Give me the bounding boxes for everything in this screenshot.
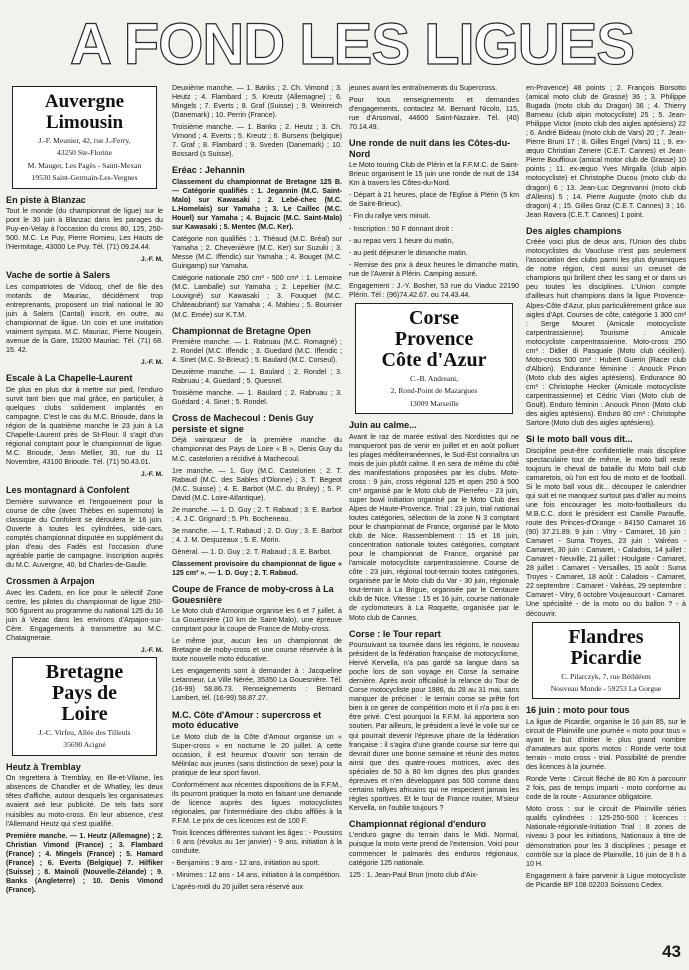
article-body: en-Provence) 48 points ; 2. François Borsotto (amical moto club de Grasse) 36 ; 3. Philippe Bugada (moto club du Dragon) 36 ; 4. Thierry Barneau (club alpin motocycliste) 25 ; 5. Jean-Philippe Victor (moto club des aigles aptésiens) 22 ; 6. André Bideau (moto club de Vars) 20 ; 7. Jean-Pierre Bruni 17 ; 8. Gilles Engel (Vars) 11 ; 9. ex-æquo Christian Zenere (C.E.T. Cannes) et Jean-Pierre Bouffioux (amical motor club de Grasse) 10 points ; 11. ex-æquo Yves Mirgalla (club alpin motocycliste) et Christophe Ducou (moto club du dragon) 6 ; 13. Jean-Luc Degrovanni (moto club d'Alleins) 5 ; 14. Pierre Auguste (moto club du dragon) 4 ; 15. Gilles Graz (C.E.T. Cannes) 3 ; 16. Jean Ravera (C.E.T. Cannes) 1 point. bbox=[526, 84, 686, 219]
article-body: jeunes avant les entraînements du Supercross. bbox=[349, 84, 498, 92]
article-title: En piste à Blanzac bbox=[6, 194, 86, 205]
league-address: J.-F. Meunier, 42, rue J.-Ferry, bbox=[38, 136, 131, 145]
article-signature: J.-F. M. bbox=[141, 256, 163, 264]
article-body: Déjà vainqueur de la première manche du championnat des Pays de Loire « B », Denis Guy du M.C. castelorien a récidivé à Machecoul. bbox=[172, 436, 342, 463]
article-title: Une ronde de nuit dans les Côtes-du-Nord bbox=[349, 138, 511, 159]
league-title: Pays de bbox=[52, 682, 117, 704]
article-body: Créée voici plus de deux ans, l'Union des clubs motocyclistes du Vaucluse n'est pas seulement l'association des clubs parmi les plus dynamiques de notre région, c'est aussi un creuset de champions qui brillent chez les sang et or dans un peu toutes les disciplines. L'Union compte d'ailleurs huit champions dans la ligue Provence-Alpes-Côte d'Azur, plus particulièrement grâce aux aigles d'Apt. Courses de côte, catégorie 1 300 cm³ : Serge Mouret (Amicale motocycliste carpentrassienne). Tourisme : Amicale motocycliste carpentrassienne. Moto-cross 250 cm³ : Didier di Pasquale (Moto club cécilien). Moto-cross 500 cm³ : Hubert Guerin (Racer club d'Albion). Endurance féminine : Anouck Pinon (Moto club des aigles aptésiens). Endurance 80 cm³ : Christophe Hecker (Amicale motocycliste carpentrassienne) et Cédric Vian (Moto club de Goult). Enduro féminin : Anouck Pinon (Moto club des aigles aptésiens). Enduro 80 cm³ : Christophe Sartore (Moto club des aigles aptésiens). bbox=[526, 238, 686, 428]
article-body: Le Moto touring Club de Plérin et la F.F.M.C. de Saint-Brieuc organisent le 15 juin une ronde de nuit de 134 Km à travers les Côtes-du-Nord. bbox=[349, 161, 519, 188]
article-result: Première manche. — 1. Heutz (Allemagne) ; 2. Christian Vimond (France) ; 3. Flambard (France) ; 4. Mingels (France) ; 5. Hamard (France) ; 6. Everts (Belgique) 7. Hilfiker (Suisse) ; 8. Mainoli (Nouvelle-Zélande) ; 9. Banks (Angleterre) ; 10. Denis Vimond (France). bbox=[6, 831, 163, 894]
article-body: Catégorie nationale 250 cm³ - 500 cm³ : 1. Lemoine (M.C. Lamballe) sur Yamaha ; 2. Lepeltier (M.C. Louvigné) sur Kawasaki ; 3. Fouquet (M.C. Châteaubriant) sur Yamaha ; 4. Mahieu ; 5. Bournier (M.C. Emée) sur K.T.M. bbox=[172, 274, 342, 319]
article-body: Discipline peut-être confidentielle mais discipline spectaculaire tout de même, le moto ball reste toujours le cheval de bataille du Moto ball club camaretois, où l'on est fou de moto et de football. Si le moto ball vous dit... découpez le calendrier qui suit et ne manquez surtout pas d'aller au moins une fois encourager les moto-footballeurs du M.B.C.C. dont le président est Camille Parouffe, route des Princes-d'Orange - 84150 Camaret 16 (90) 37.21.89. 9 juin : Vitry - Camaret, 16 juin : Camaret - Suma Troyes, 23 juin : Valréas - Camaret, 30 juin : Camaret, - Caladois, 14 juillet : Camaret - Neuville, 21 juillet : Houlgate - Camaret, 28 juillet : Camaret - Versailles, 15 août : Suma Troyes - Camaret, 18 août : Caladois - Camaret, 22 septembre : Camaret - Valréas, 29 septembre : Camaret - Vitry, 6 octobre Voujeaucourt - Camaret. Une spécialité - de la moto ou du ballon ? - à découvrir. bbox=[526, 446, 686, 618]
league-box-bretagne bbox=[12, 657, 157, 756]
article-body: Moto cross : sur le circuit de Plainville séries qualifs cylindrées : 125-250-500 : licences : Nationale-régionale-Initiation Trial : 8 zones de niveau 3 pour les initiations, Nationaux à titre de démonstration pour les 3 disciplines ; pesage et contrôle sur la place de Plainville, 16 juin de 8 h à 10 H. bbox=[526, 805, 686, 868]
league-title: Loire bbox=[61, 703, 108, 725]
league-address: M. Mauget, Les Pagès - Saint-Mexan bbox=[27, 160, 142, 170]
article-body: Catégorie non qualifiés : 1. Théaud (M.C. Bréal) sur Yamaha ; 2. Chevenièvre (M.C. Ker) sur Suzuki ; 3. Messe (M.C. Iffendic) sur Yamaha ; 4. Bouget (M.C. Guingamp) sur Yamaha. bbox=[172, 235, 342, 271]
article-body: - au repas vers 1 heure du matin, bbox=[349, 236, 454, 245]
article-body: De plus en plus dur à mettre sur pied, l'enduro survit tant bien que mal grâce, en particulier, à quelques clubs solidement implantés en campagne. C'est le cas du M.C. Brioude, dans la région de la quatrième manche le 23 juin à La Chapelle-Laurent près de St-Flour. Il s'agit d'un régional comptant pour le championnat de ligue. M.C. Brioude, Jean Mellier, 30, rue du 11 Novembre, 43100 Brioude. Tél. (71) 50.43.01. bbox=[6, 385, 163, 467]
article-title: Vache de sortie à Salers bbox=[6, 270, 111, 281]
league-title: Côte d'Azur bbox=[381, 348, 487, 371]
article-title: Crossmen à Arpajon bbox=[6, 576, 95, 587]
article-body: Le même jour, aucun lieu un championnat de Bretagne de moby-cross et une course réservée à la toute nouvelle moto éducative. bbox=[172, 637, 342, 664]
article-title: Championnat de Bretagne Open bbox=[172, 325, 311, 336]
article-body: Classement du championnat de Bretagne 125 B. — Catégorie qualifiés : 1. Jegannin (M.C. Saint-Malo) sur Kawasaki ; 2. Lebé-chec (M.C. L.Homelais) sur Yamaha ; 3. Le Caillec (M.C. Houel) sur Yamaha ; 4. Bujacic (M.C. Saint-Malo) sur Kawasaki ; 5. Mentec (M.C. Ker). bbox=[172, 177, 342, 232]
league-title: Provence bbox=[394, 327, 474, 350]
article-body: - au petit déjeuner le dimanche matin. bbox=[349, 248, 468, 257]
article-body: 125 : 1. Jean-Paul Brun (moto club d'Aix- bbox=[349, 870, 479, 879]
article-body: Pour tous renseignements et demandes d'engagements, contactez M. Bernard Nicolo, 115, rue d'Arsonval, 44600 Saint-Nazaire. Tél. (40) 70.14.49. bbox=[349, 96, 519, 132]
league-box-auvergne bbox=[12, 86, 157, 189]
article-body: 1re manche. — 1. Guy (M.C. Castelorien ; 2. T. Rabaud (M.C. des Sables d'Olonne) ; 3. T. Begeot (M.C. Suisse) ; 4. E. Barbot (M.C. du Bruley) ; 5. P. David (M.C. Loire-Atlantique). bbox=[172, 466, 342, 502]
column-2 bbox=[172, 84, 342, 930]
column-4 bbox=[526, 84, 686, 930]
article-body: Première manche. — 1. Rabruau (M.C. Romagné) ; 2. Rondel (M.C. Iffendic ; 3. Guedard (M.C. Iffendic ; 4. Sinet (M.C. St-Brieuc) ; 5. Baulard (M.C. Corseul). bbox=[172, 338, 342, 365]
article-body: Engagement : J.-Y. Bosher, 53 rue du Viaduc 22190 Plérin. Tél : (96)74.42.67. ou 74.43.44. bbox=[349, 281, 519, 299]
article-body: Les compatriotes de Vidocq, chef de file des motards de Mauriac, décidément trop entreprenants, proposent un trial national le 30 juin à Salers (Cantal) inscrit, en outre, au championnat de ligue. Un coin et une invitation vraiment sympas. M.C. Mauriac, Pierre Nougein, avenue de la Gare, 15200 Mauriac. Tél. (71) 68. 15. 42. bbox=[6, 282, 163, 355]
article-body: - Inscription : 50 F donnant droit : bbox=[349, 224, 454, 233]
article-body: Dernière survivance et l'engouement pour la course de côte (avec Thèbes en supermoto) la classique du Confolent se déroulera le 16 juin. Ouverte à toutes les cylindrées, side-cars, comptés championnat disputée en supplément du plan d'eau des Fadés est l'occasion d'une agréable partie de campagne. Inscription auprès du M.C. Auvergne, 40, bd Charles-de-Gaulle. bbox=[6, 497, 163, 570]
article-title: Escale à La Chapelle-Laurent bbox=[6, 373, 133, 384]
league-address: 13009 Marseille bbox=[409, 398, 459, 408]
article-body: - Benjamins : 9 ans - 12 ans, initiation au sport. bbox=[172, 859, 320, 868]
article-body: Ronde Verte : Circuit fléché de 80 Km à parcourir 2 fois, pas de temps imparti - moto conforme au code de la route - Assurance obligatoire. bbox=[526, 775, 686, 802]
league-address: J.-C. Virfeu, Allée des Tilleuls bbox=[38, 728, 131, 737]
article-title: Corse : le Tour repart bbox=[349, 628, 441, 639]
article-body: Classement provisoire du championnat de ligue « 125 cm³ ». — 1. D. Guy ; 2. T. Rabaud. bbox=[172, 559, 342, 578]
article-title: Heutz à Tremblay bbox=[6, 761, 81, 772]
article-title: Des aigles champions bbox=[526, 225, 622, 236]
article-body: - Minimes : 12 ans - 14 ans, initiation à la compétition. bbox=[172, 871, 342, 880]
column-3 bbox=[349, 84, 519, 930]
article-body: - Départ à 21 heures, place de l'Eglise à Plérin (5 km de Saint-Brieuc). bbox=[349, 191, 519, 209]
article-title: Championnat régional d'enduro bbox=[349, 818, 487, 829]
article-body: Deuxième manche. — 1. Baulard ; 2. Rondel ; 3. Rabruau ; 4. Guedard ; 5. Quesnel. bbox=[172, 368, 342, 386]
article-title: Les montagnard à Confolent bbox=[6, 485, 130, 496]
article-signature: J.-F. M. bbox=[141, 471, 163, 479]
article-body: - Fin du rallye vers minuit. bbox=[349, 212, 431, 221]
league-title: Bretagne bbox=[45, 661, 124, 683]
league-address: C. Pilarczyk, 7, rue Béthléem bbox=[561, 671, 651, 681]
section-banner bbox=[0, 14, 689, 76]
banner-title: A FOND LES LIGUES bbox=[69, 14, 635, 76]
article-title: Si le moto ball vous dit... bbox=[526, 434, 633, 445]
article-title: Juin au calme... bbox=[349, 420, 417, 431]
league-address: Nouveau Monde - 59253 La Gorgue bbox=[550, 683, 662, 693]
article-title: Coupe de France de moby-cross à La Gouesnière bbox=[172, 584, 334, 605]
article-body: Les engagements sont à demander à : Jacqueline Letanneur, La Ville Nérée, 35350 La Gouesnière. Tél. (16-99) 58.86.73. Renseignements : Bernard Lambert, tél. (16-99) 58.87.27. bbox=[172, 667, 342, 703]
league-title: Corse bbox=[409, 306, 459, 329]
article-body: Trois licences différentes suivant les âges : - Poussins : 6 ans (révolus au 1er janvier) - 9 ans, initiation à la conduite. bbox=[172, 829, 342, 856]
article-title: Eréac : Jehannin bbox=[172, 165, 245, 176]
article-body: Deuxième manche. — 1. Banks ; 2. Ch. Vimond ; 3. Heutz ; 4. Flambard ; 5. Kreutz (Allemagne) ; 6. Mingels ; 7. Everts ; 8. Graf (Suisse) ; 9. Weinreich (Danemark) ; 10. Perrin (France). bbox=[172, 84, 342, 120]
league-address: C.-B. Andreani, bbox=[409, 373, 459, 383]
article-body: Avec les Cadets, en lice pour le sélectif Zone centre, les pilotes du championnat de ligue 250-500 figurent au programme du national 125 du 16 juin à Vezac dans les environs d'Arpajon-sur-Cère. Engagements à transmettre au M.C. Chataigneraie. bbox=[6, 588, 163, 642]
article-body: Le Moto club d'Armorique organise les 6 et 7 juillet, à La Gouesnière (10 km de Saint-Malo), une épreuve comptant pour la coupe de France de Moby-cross. bbox=[172, 607, 342, 634]
page-number: 43 bbox=[662, 942, 681, 961]
league-address: 35690 Acigné bbox=[63, 740, 106, 750]
article-title: 16 juin : moto pour tous bbox=[526, 705, 630, 716]
league-address: 43250 Ste-Florine bbox=[56, 148, 113, 158]
article-body: L'enduro gagne du terrain dans le Midi. Normal, puisque la moto verte prend de l'extension. Voici pour commencer le palmarès des enduros régionaux, catégorie 125 nationale. bbox=[349, 831, 519, 867]
article-body: Général. — 1. D. Guy ; 2. T. Rabaud ; 3. E. Barbot. bbox=[172, 547, 332, 556]
article-title: Cross de Machecoul : Denis Guy persiste et signe bbox=[172, 413, 314, 434]
league-title: Flandres bbox=[568, 625, 644, 648]
article-body: On regrettera à Tremblay, en Ille-et-Vilaine, les absences de Chandler et de Whatley, les deux têtes d'affiche, autour desquels les organisateurs avaient axé leur publicité. De tels faits sont nuisibles au moto-cross. En leur absence, c'est l'Allemand Heutz qui s'est qualifié. bbox=[6, 774, 163, 828]
league-address: 19530 Saint-Germain-Les-Vergnes bbox=[31, 173, 138, 183]
league-box-flandres bbox=[532, 622, 680, 700]
column-1 bbox=[6, 84, 163, 930]
article-body: Tout le monde (du championnat de ligue) sur le pont le 30 juin à Blanzac dans les parages du Puy-en-Velay à l'occasion du cross 80, 125, 250-500. M.C. Le Puy, Pierre Romieu, Les Hauts de l'Hermitage, 43000 Le Puy. Tél. (71) 09.24.44. bbox=[6, 207, 163, 252]
article-title: M.C. Côte d'Amour : supercross et moto éducative bbox=[172, 709, 322, 731]
league-title: Picardie bbox=[570, 646, 642, 669]
article-body: Conformément aux récentes dispositions de la F.F.M., ils pourront pratiquer la moto en faisant une demande de licence auprès des ligues motocyclistes régionales, par l'intermédiaire des clubs affiliés à la F.F.M. Le prix de ces licences est de 100 F. bbox=[172, 780, 342, 825]
article-body: Troisième manche. — 1. Baulard ; 2. Rabruau ; 3. Guédard ; 4. Sinet ; 5. Rondel. bbox=[172, 389, 342, 407]
article-body: 3e manche. — 1. T. Rabaud ; 2. D. Guy ; 3. E. Barbot ; 4. J. M. Desjuzeaux ; 5. E. Morin. bbox=[172, 526, 342, 544]
league-box-corse bbox=[355, 303, 513, 414]
article-body: Poursuivant sa tournée dans les régions, le nouveau président de la fédération française de motocyclisme, Hervé Kervella, n'a pas gardé sa langue dans sa poche lors de son voyage en Corse la semaine dernière. Après avoir officialisé la relance du Tour de Corse motocycliste pour 1986, du 28 au 31 mai, sans manquer de préciser : le terrain corse se prête fort bien à ce genre de compétition moto et il n'a pas à en être privé. C'est pourquoi la F.F.M. lui apportera son soutien. Par ailleurs, le président a levé le voile sur ce qui pourrait devenir l'épreuve phare de la fédération française : il s'agira d'une grande course sur terre qui devrait durer une bonne semaine et réunir des motos ainsi que des quatre-roues motrices, avec des spéciales de 50 à 80 km dignes des plus grandes épreuves et n'en développant pas 500 comme dans certains rallyes africains qui ne respectent jamais les règles sportives. Et le tour de France routier, M'sieur Kervella, on l'oublie toujours ? bbox=[349, 641, 519, 812]
article-body: Engagement à faire parvenir à Ligue motocycliste de Picardie BP 108 02203 Soissons Cedex. bbox=[526, 871, 686, 889]
article-body: - Remise des prix à deux heures le dimanche matin, rue de l'Avenir à Plérin. Camping assuré. bbox=[349, 260, 519, 278]
article-signature: J.-F. M. bbox=[141, 646, 163, 654]
article-body: Le Moto club de la Côte d'Amour organise un « Super-cross » en nocturne le 20 juillet. A cette occasion, il est heureux d'ouvrir son terrain de Mélinlac aux jeunes (sans distinction de sexe) pour la pratique de leur sport favori. bbox=[172, 732, 342, 777]
article-body: 2e manche. — 1. D. Guy ; 2. T. Rabaud ; 3. E. Barbot ; 4. J.C. Grignard ; 5. Ph. Bocheneau. bbox=[172, 505, 342, 523]
article-signature: J.-F. M. bbox=[141, 359, 163, 367]
league-address: 2, Rond-Point de Mazargues bbox=[390, 386, 478, 396]
article-body: Troisième manche. — 1. Banks ; 2. Heutz ; 3. Ch. Vimond ; 4. Everts ; 5. Kreutz ; 6. Bursens (belgique) 7. Graf ; 8. Flambard ; 9. Sveden (Danemark) ; 10. Bossard (s Suisse). bbox=[172, 123, 342, 159]
league-title: Limousin bbox=[45, 112, 124, 133]
article-body: Avant le raz de marée estival des Nordistes qui ne manqueront pas de venir en juillet et en août polluer les plages méditerranéennes, le Sud-Est connaîtra un mois de juin plutôt calme. Il en sera de même du côté des manifestations proposées par les clubs. Moto-cross : 9 juin, cross régional 125 et open 250 à 500 cm³ organisé par le Moto club de Pierrefeu - 23 juin, super bowl initiation organisé par le Moto Club des Alpes de Haute-Provence. Trial : 23 juin, trial national toutes catégories, sélection de la zone N 3 comptant pour le championnat de France, organisé par le Moto club de Nice. Rassemblement : 15 et 16 juin, concentration nationale toutes catégories, comptant pour le championnat de France, organisé par l'amicale motocycliste carpentrassienne. Course de côte : 23 juin, régional tout-terrain toutes catégories, organisée par le Moto club du Var - 30 juin, régionale tout-terrain à La Brigue, organisée par le Centaure club de Nice. Vitesse : 15 et 16 juin, course nationale de cyclomoteurs à La Roquette, organisée par le Moto club de Cannes. bbox=[349, 432, 519, 622]
article-body: La ligue de Picardie, organise le 16 juin 85, sur le circuit de Plainville une journée « moto pour tous » ayant le but d'initier le plus grand nombre d'amateurs aux sports motos : Ronde verte tout terrain - moto cross - trial. Possibilité de prendre des licences à la journée. bbox=[526, 717, 686, 772]
article-body: L'après-midi du 20 juillet sera réservé aux bbox=[172, 883, 304, 892]
league-title: Auvergne bbox=[44, 91, 125, 112]
